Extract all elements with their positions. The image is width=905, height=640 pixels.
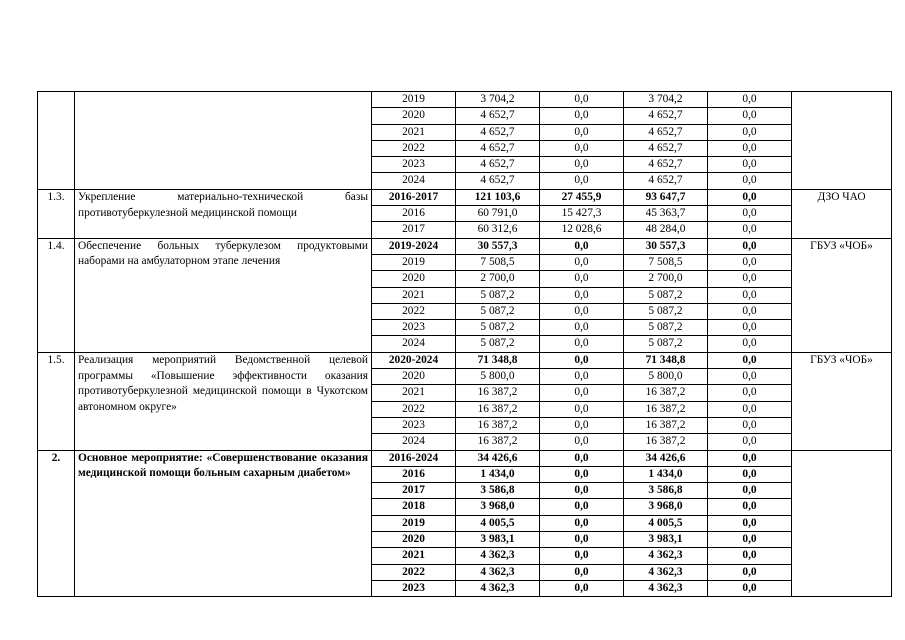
year-cell: 2021 bbox=[372, 548, 456, 564]
responsible-cell bbox=[792, 450, 892, 597]
total-amount-cell: 5 800,0 bbox=[456, 369, 540, 385]
federal-amount-cell: 0,0 bbox=[540, 548, 624, 564]
other-amount-cell: 0,0 bbox=[708, 450, 792, 466]
regional-amount-cell: 16 387,2 bbox=[624, 385, 708, 401]
regional-amount-cell: 4 652,7 bbox=[624, 173, 708, 189]
other-amount-cell: 0,0 bbox=[708, 483, 792, 499]
regional-amount-cell: 16 387,2 bbox=[624, 434, 708, 450]
other-amount-cell: 0,0 bbox=[708, 189, 792, 205]
year-cell: 2020 bbox=[372, 271, 456, 287]
year-cell: 2019-2024 bbox=[372, 238, 456, 254]
budget-table-body bbox=[38, 92, 892, 597]
year-cell: 2023 bbox=[372, 157, 456, 173]
other-amount-cell: 0,0 bbox=[708, 271, 792, 287]
regional-amount-cell: 4 652,7 bbox=[624, 140, 708, 156]
total-amount-cell: 4 652,7 bbox=[456, 124, 540, 140]
other-amount-cell: 0,0 bbox=[708, 92, 792, 108]
total-amount-cell: 34 426,6 bbox=[456, 450, 540, 466]
year-cell: 2023 bbox=[372, 417, 456, 433]
regional-amount-cell: 5 087,2 bbox=[624, 287, 708, 303]
item-number-cell: 1.3. bbox=[38, 189, 75, 238]
regional-amount-cell: 93 647,7 bbox=[624, 189, 708, 205]
responsible-cell: ДЗО ЧАО bbox=[792, 189, 892, 238]
total-amount-cell: 4 362,3 bbox=[456, 564, 540, 580]
federal-amount-cell: 27 455,9 bbox=[540, 189, 624, 205]
regional-amount-cell: 16 387,2 bbox=[624, 417, 708, 433]
regional-amount-cell: 5 087,2 bbox=[624, 320, 708, 336]
table-row bbox=[38, 450, 892, 466]
federal-amount-cell: 0,0 bbox=[540, 580, 624, 596]
other-amount-cell: 0,0 bbox=[708, 434, 792, 450]
item-name-cell: Реализация мероприятий Ведомственной целевой программы «Повышение эффективности оказания противотуберкулезной медицинской помощи в Чукотском автономном округе» bbox=[75, 352, 372, 450]
federal-amount-cell: 0,0 bbox=[540, 92, 624, 108]
other-amount-cell: 0,0 bbox=[708, 548, 792, 564]
other-amount-cell: 0,0 bbox=[708, 417, 792, 433]
total-amount-cell: 121 103,6 bbox=[456, 189, 540, 205]
other-amount-cell: 0,0 bbox=[708, 157, 792, 173]
item-number-cell bbox=[38, 92, 75, 190]
regional-amount-cell: 48 284,0 bbox=[624, 222, 708, 238]
federal-amount-cell: 0,0 bbox=[540, 532, 624, 548]
regional-amount-cell: 5 800,0 bbox=[624, 369, 708, 385]
total-amount-cell: 5 087,2 bbox=[456, 336, 540, 352]
other-amount-cell: 0,0 bbox=[708, 352, 792, 368]
other-amount-cell: 0,0 bbox=[708, 287, 792, 303]
responsible-cell bbox=[792, 92, 892, 190]
federal-amount-cell: 0,0 bbox=[540, 271, 624, 287]
year-cell: 2024 bbox=[372, 434, 456, 450]
other-amount-cell: 0,0 bbox=[708, 320, 792, 336]
regional-amount-cell: 45 363,7 bbox=[624, 206, 708, 222]
other-amount-cell: 0,0 bbox=[708, 401, 792, 417]
total-amount-cell: 4 005,5 bbox=[456, 515, 540, 531]
federal-amount-cell: 0,0 bbox=[540, 352, 624, 368]
regional-amount-cell: 4 652,7 bbox=[624, 124, 708, 140]
other-amount-cell: 0,0 bbox=[708, 532, 792, 548]
budget-table bbox=[37, 91, 892, 597]
year-cell: 2023 bbox=[372, 580, 456, 596]
regional-amount-cell: 4 652,7 bbox=[624, 157, 708, 173]
year-cell: 2019 bbox=[372, 515, 456, 531]
other-amount-cell: 0,0 bbox=[708, 222, 792, 238]
regional-amount-cell: 4 652,7 bbox=[624, 108, 708, 124]
year-cell: 2022 bbox=[372, 564, 456, 580]
year-cell: 2021 bbox=[372, 385, 456, 401]
federal-amount-cell: 0,0 bbox=[540, 564, 624, 580]
federal-amount-cell: 12 028,6 bbox=[540, 222, 624, 238]
total-amount-cell: 3 983,1 bbox=[456, 532, 540, 548]
year-cell: 2016-2017 bbox=[372, 189, 456, 205]
year-cell: 2019 bbox=[372, 92, 456, 108]
year-cell: 2021 bbox=[372, 287, 456, 303]
other-amount-cell: 0,0 bbox=[708, 385, 792, 401]
other-amount-cell: 0,0 bbox=[708, 515, 792, 531]
year-cell: 2018 bbox=[372, 499, 456, 515]
regional-amount-cell: 3 704,2 bbox=[624, 92, 708, 108]
total-amount-cell: 3 704,2 bbox=[456, 92, 540, 108]
total-amount-cell: 71 348,8 bbox=[456, 352, 540, 368]
federal-amount-cell: 0,0 bbox=[540, 124, 624, 140]
year-cell: 2022 bbox=[372, 401, 456, 417]
other-amount-cell: 0,0 bbox=[708, 173, 792, 189]
total-amount-cell: 4 362,3 bbox=[456, 548, 540, 564]
year-cell: 2023 bbox=[372, 320, 456, 336]
regional-amount-cell: 30 557,3 bbox=[624, 238, 708, 254]
other-amount-cell: 0,0 bbox=[708, 336, 792, 352]
other-amount-cell: 0,0 bbox=[708, 580, 792, 596]
other-amount-cell: 0,0 bbox=[708, 466, 792, 482]
table-row bbox=[38, 238, 892, 254]
regional-amount-cell: 4 362,3 bbox=[624, 564, 708, 580]
item-name-cell: Обеспечение больных туберкулезом продуктовыми наборами на амбулаторном этапе лечения bbox=[75, 238, 372, 352]
total-amount-cell: 4 652,7 bbox=[456, 140, 540, 156]
other-amount-cell: 0,0 bbox=[708, 238, 792, 254]
regional-amount-cell: 2 700,0 bbox=[624, 271, 708, 287]
total-amount-cell: 4 652,7 bbox=[456, 108, 540, 124]
year-cell: 2022 bbox=[372, 140, 456, 156]
item-number-cell: 1.4. bbox=[38, 238, 75, 352]
other-amount-cell: 0,0 bbox=[708, 564, 792, 580]
other-amount-cell: 0,0 bbox=[708, 369, 792, 385]
item-name-cell bbox=[75, 92, 372, 190]
other-amount-cell: 0,0 bbox=[708, 140, 792, 156]
year-cell: 2024 bbox=[372, 336, 456, 352]
total-amount-cell: 16 387,2 bbox=[456, 385, 540, 401]
total-amount-cell: 60 791,0 bbox=[456, 206, 540, 222]
total-amount-cell: 4 362,3 bbox=[456, 580, 540, 596]
regional-amount-cell: 4 362,3 bbox=[624, 548, 708, 564]
other-amount-cell: 0,0 bbox=[708, 254, 792, 270]
federal-amount-cell: 0,0 bbox=[540, 303, 624, 319]
year-cell: 2020-2024 bbox=[372, 352, 456, 368]
table-row bbox=[38, 92, 892, 108]
regional-amount-cell: 34 426,6 bbox=[624, 450, 708, 466]
regional-amount-cell: 3 586,8 bbox=[624, 483, 708, 499]
federal-amount-cell: 0,0 bbox=[540, 401, 624, 417]
responsible-cell: ГБУЗ «ЧОБ» bbox=[792, 352, 892, 450]
federal-amount-cell: 0,0 bbox=[540, 140, 624, 156]
total-amount-cell: 5 087,2 bbox=[456, 287, 540, 303]
total-amount-cell: 4 652,7 bbox=[456, 157, 540, 173]
year-cell: 2019 bbox=[372, 254, 456, 270]
total-amount-cell: 16 387,2 bbox=[456, 434, 540, 450]
total-amount-cell: 16 387,2 bbox=[456, 417, 540, 433]
federal-amount-cell: 0,0 bbox=[540, 287, 624, 303]
total-amount-cell: 5 087,2 bbox=[456, 320, 540, 336]
total-amount-cell: 4 652,7 bbox=[456, 173, 540, 189]
year-cell: 2016 bbox=[372, 206, 456, 222]
year-cell: 2017 bbox=[372, 222, 456, 238]
year-cell: 2020 bbox=[372, 532, 456, 548]
federal-amount-cell: 0,0 bbox=[540, 369, 624, 385]
item-number-cell: 1.5. bbox=[38, 352, 75, 450]
federal-amount-cell: 0,0 bbox=[540, 108, 624, 124]
year-cell: 2021 bbox=[372, 124, 456, 140]
other-amount-cell: 0,0 bbox=[708, 303, 792, 319]
year-cell: 2020 bbox=[372, 108, 456, 124]
regional-amount-cell: 16 387,2 bbox=[624, 401, 708, 417]
other-amount-cell: 0,0 bbox=[708, 206, 792, 222]
total-amount-cell: 1 434,0 bbox=[456, 466, 540, 482]
regional-amount-cell: 4 362,3 bbox=[624, 580, 708, 596]
total-amount-cell: 7 508,5 bbox=[456, 254, 540, 270]
federal-amount-cell: 0,0 bbox=[540, 515, 624, 531]
federal-amount-cell: 0,0 bbox=[540, 336, 624, 352]
federal-amount-cell: 0,0 bbox=[540, 483, 624, 499]
document-page bbox=[37, 91, 892, 597]
table-row bbox=[38, 352, 892, 368]
item-name-cell: Укрепление материально-технической базы противотуберкулезной медицинской помощи bbox=[75, 189, 372, 238]
federal-amount-cell: 0,0 bbox=[540, 157, 624, 173]
federal-amount-cell: 0,0 bbox=[540, 238, 624, 254]
regional-amount-cell: 3 983,1 bbox=[624, 532, 708, 548]
regional-amount-cell: 3 968,0 bbox=[624, 499, 708, 515]
total-amount-cell: 3 586,8 bbox=[456, 483, 540, 499]
year-cell: 2022 bbox=[372, 303, 456, 319]
federal-amount-cell: 15 427,3 bbox=[540, 206, 624, 222]
total-amount-cell: 16 387,2 bbox=[456, 401, 540, 417]
regional-amount-cell: 1 434,0 bbox=[624, 466, 708, 482]
other-amount-cell: 0,0 bbox=[708, 499, 792, 515]
responsible-cell: ГБУЗ «ЧОБ» bbox=[792, 238, 892, 352]
federal-amount-cell: 0,0 bbox=[540, 499, 624, 515]
total-amount-cell: 30 557,3 bbox=[456, 238, 540, 254]
federal-amount-cell: 0,0 bbox=[540, 385, 624, 401]
federal-amount-cell: 0,0 bbox=[540, 254, 624, 270]
federal-amount-cell: 0,0 bbox=[540, 466, 624, 482]
regional-amount-cell: 71 348,8 bbox=[624, 352, 708, 368]
total-amount-cell: 3 968,0 bbox=[456, 499, 540, 515]
federal-amount-cell: 0,0 bbox=[540, 417, 624, 433]
regional-amount-cell: 5 087,2 bbox=[624, 303, 708, 319]
federal-amount-cell: 0,0 bbox=[540, 434, 624, 450]
federal-amount-cell: 0,0 bbox=[540, 450, 624, 466]
regional-amount-cell: 5 087,2 bbox=[624, 336, 708, 352]
other-amount-cell: 0,0 bbox=[708, 108, 792, 124]
year-cell: 2024 bbox=[372, 173, 456, 189]
year-cell: 2016-2024 bbox=[372, 450, 456, 466]
federal-amount-cell: 0,0 bbox=[540, 173, 624, 189]
table-row bbox=[38, 189, 892, 205]
total-amount-cell: 60 312,6 bbox=[456, 222, 540, 238]
regional-amount-cell: 7 508,5 bbox=[624, 254, 708, 270]
year-cell: 2016 bbox=[372, 466, 456, 482]
regional-amount-cell: 4 005,5 bbox=[624, 515, 708, 531]
item-name-cell: Основное мероприятие: «Совершенствование оказания медицинской помощи больным сахарным диабетом» bbox=[75, 450, 372, 597]
year-cell: 2017 bbox=[372, 483, 456, 499]
total-amount-cell: 5 087,2 bbox=[456, 303, 540, 319]
total-amount-cell: 2 700,0 bbox=[456, 271, 540, 287]
federal-amount-cell: 0,0 bbox=[540, 320, 624, 336]
year-cell: 2020 bbox=[372, 369, 456, 385]
item-number-cell: 2. bbox=[38, 450, 75, 597]
other-amount-cell: 0,0 bbox=[708, 124, 792, 140]
